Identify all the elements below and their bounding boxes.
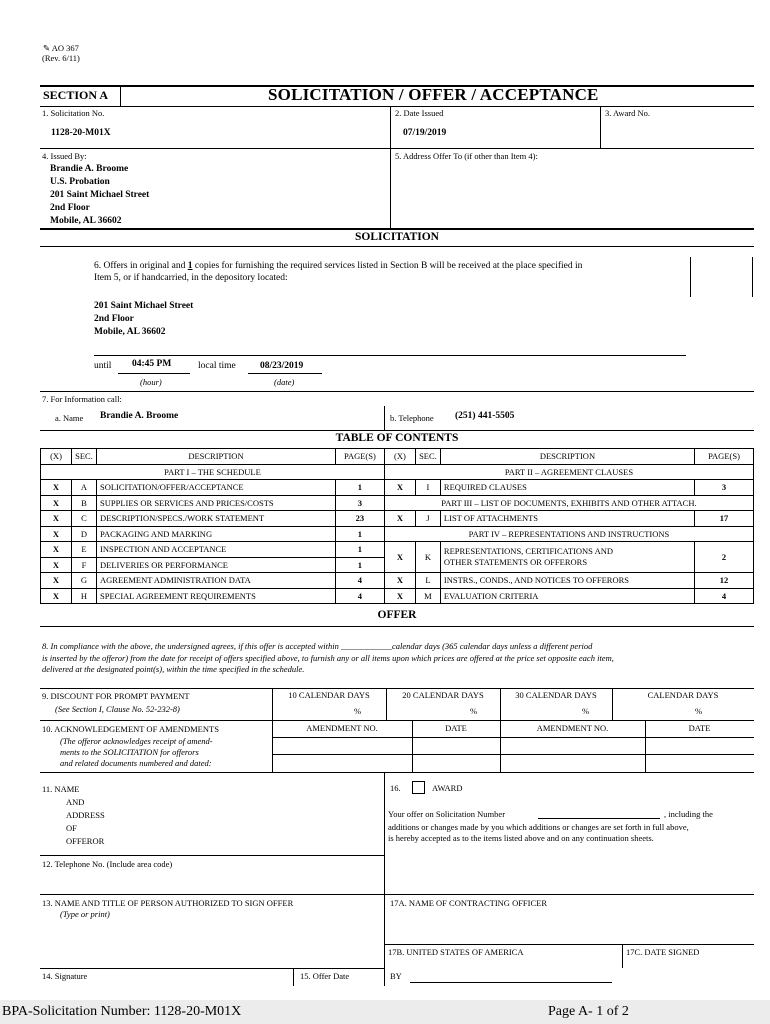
table-cell: D <box>72 526 97 542</box>
date-issued-value: 07/19/2019 <box>403 128 447 138</box>
pct-10: % <box>354 706 362 716</box>
table-cell: X <box>384 480 415 496</box>
toc-col-desc: DESCRIPTION <box>97 449 336 465</box>
discount-sub: (See Section I, Clause No. 52-232-8) <box>55 704 180 714</box>
table-cell: 12 <box>695 573 754 589</box>
pct-30: % <box>582 706 590 716</box>
table-cell: PACKAGING AND MARKING <box>97 526 336 542</box>
table-cell: 4 <box>335 573 384 589</box>
table-row <box>41 464 754 480</box>
amendment-no-col-1: AMENDMENT NO. <box>306 723 378 733</box>
table-cell: 1 <box>335 526 384 542</box>
offeror-phone-label: 12. Telephone No. (Include area code) <box>42 859 173 869</box>
local-time-label: local time <box>198 361 236 371</box>
table-cell: X <box>41 480 72 496</box>
section-label: SECTION A <box>43 88 109 102</box>
award-text-line1b: , including the <box>664 809 713 819</box>
date-signed-label: 17C. DATE SIGNED <box>626 947 700 957</box>
table-cell: X <box>41 588 72 604</box>
hour-caption: (hour) <box>140 377 162 387</box>
toc-col-sec: SEC. <box>72 449 97 465</box>
award-text-line2: additions or changes made by you which additions or changes are set forth in full above, <box>388 822 689 832</box>
amendment-date-col-1: DATE <box>445 723 467 733</box>
table-cell: K <box>415 542 440 573</box>
award-label: AWARD <box>432 783 463 793</box>
table-row <box>41 511 754 527</box>
toc-heading: TABLE OF CONTENTS <box>335 432 459 444</box>
contact-name: Brandie A. Broome <box>100 411 179 421</box>
table-cell: DELIVERIES OR PERFORMANCE <box>97 557 336 573</box>
pct-20: % <box>470 706 478 716</box>
table-cell: X <box>41 542 72 558</box>
table-of-contents <box>40 448 754 604</box>
table-cell: DESCRIPTION/SPECS./WORK STATEMENT <box>97 511 336 527</box>
table-cell: EVALUATION CRITERIA <box>440 588 694 604</box>
table-cell: X <box>41 573 72 589</box>
table-cell: X <box>384 542 415 573</box>
contact-name-label: a. Name <box>55 413 84 423</box>
table-cell: E <box>72 542 97 558</box>
offeror-name-address-label: 11. NAME AND ADDRESS OF OFFEROR <box>42 784 105 846</box>
award-checkbox[interactable] <box>412 781 425 794</box>
toc-part-heading: PART I – THE SCHEDULE <box>41 464 385 480</box>
table-cell: I <box>415 480 440 496</box>
table-cell: A <box>72 480 97 496</box>
table-row <box>41 526 754 542</box>
table-cell: X <box>384 588 415 604</box>
table-cell: 1 <box>335 557 384 573</box>
table-cell: 3 <box>335 495 384 511</box>
toc-col-x: (X) <box>41 449 72 465</box>
form-revision: (Rev. 6/11) <box>42 53 80 63</box>
contact-phone: (251) 441-5505 <box>455 411 515 421</box>
footer-page-number: Page A- 1 of 2 <box>548 1004 629 1019</box>
issued-by-label: 4. Issued By: <box>42 151 87 161</box>
by-label: BY <box>390 971 402 981</box>
table-cell: X <box>41 495 72 511</box>
table-row <box>41 480 754 496</box>
award-text-line3: is hereby accepted as to the items listed above and on any continuation sheets. <box>388 833 654 843</box>
amendment-date-col-2: DATE <box>688 723 711 733</box>
toc-col-desc: DESCRIPTION <box>440 449 694 465</box>
table-cell: G <box>72 573 97 589</box>
until-label: until <box>94 361 112 371</box>
amendments-label: 10. ACKNOWLEDGEMENT OF AMENDMENTS <box>42 724 219 734</box>
contracting-officer-label: 17A. NAME OF CONTRACTING OFFICER <box>390 898 548 908</box>
table-cell: B <box>72 495 97 511</box>
table-cell: F <box>72 557 97 573</box>
toc-part-heading: PART III – LIST OF DOCUMENTS, EXHIBITS AND OTHER ATTACH. <box>384 495 753 511</box>
authorized-signer-sub: (Type or print) <box>60 909 110 919</box>
pct-other: % <box>695 706 703 716</box>
table-cell: INSTRS., CONDS., AND NOTICES TO OFFERORS <box>440 573 694 589</box>
table-cell: SOLICITATION/OFFER/ACCEPTANCE <box>97 480 336 496</box>
table-cell: X <box>41 526 72 542</box>
due-date: 08/23/2019 <box>260 361 304 371</box>
toc-col-sec: SEC. <box>415 449 440 465</box>
table-cell: 3 <box>695 480 754 496</box>
table-cell: H <box>72 588 97 604</box>
table-cell: 4 <box>335 588 384 604</box>
table-cell: J <box>415 511 440 527</box>
table-cell: INSPECTION AND ACCEPTANCE <box>97 542 336 558</box>
due-hour: 04:45 PM <box>132 359 172 369</box>
item8-text: 8. In compliance with the above, the undersigned agrees, if this offer is accepted within ____________calendar days (365 calendar days unless a different period is inserted by the offeror) from the date for receipt of offers specified above, to furnish any or all items upon which prices are offered at the price set opposite each item, delivered at the designated point(s), within the time specified in the schedule. <box>42 641 614 674</box>
form-id: ✎ AO 367 <box>43 43 79 53</box>
table-cell: 4 <box>695 588 754 604</box>
table-cell: 23 <box>335 511 384 527</box>
solicitation-heading: SOLICITATION <box>355 231 439 243</box>
toc-part-heading: PART IV – REPRESENTATIONS AND INSTRUCTIONS <box>384 526 753 542</box>
award-text-line1: Your offer on Solicitation Number <box>388 809 506 819</box>
contact-phone-label: b. Telephone <box>390 413 434 423</box>
toc-col-pages: PAGE(S) <box>335 449 384 465</box>
disc-20-days: 20 CALENDAR DAYS <box>402 690 484 700</box>
table-row <box>41 573 754 589</box>
table-cell: REPRESENTATIONS, CERTIFICATIONS AND OTHER STATEMENTS OR OFFERORS <box>440 542 694 573</box>
depository-address: 201 Saint Michael Street 2nd Floor Mobile, AL 36602 <box>94 301 194 337</box>
address-offer-to-label: 5. Address Offer To (if other than Item 4): <box>395 151 538 161</box>
toc-col-pages: PAGE(S) <box>695 449 754 465</box>
item6-text-line2: Item 5, or if handcarried, in the depository located: <box>94 273 288 283</box>
table-cell: X <box>41 557 72 573</box>
page-footer <box>0 1000 770 1024</box>
disc-10-days: 10 CALENDAR DAYS <box>288 690 370 700</box>
table-row <box>41 542 754 558</box>
pencil-icon: ✎ <box>43 43 51 53</box>
table-cell: X <box>41 511 72 527</box>
amendment-no-col-2: AMENDMENT NO. <box>536 723 609 733</box>
table-cell: 1 <box>335 480 384 496</box>
table-cell: SPECIAL AGREEMENT REQUIREMENTS <box>97 588 336 604</box>
usa-label: 17B. UNITED STATES OF AMERICA <box>388 947 524 957</box>
award-item-number: 16. <box>390 783 401 793</box>
disc-30-days: 30 CALENDAR DAYS <box>515 690 597 700</box>
signature-label: 14. Signature <box>42 971 88 981</box>
table-cell: REQUIRED CLAUSES <box>440 480 694 496</box>
item6-text-line1: 6. Offers in original and 1 copies for furnishing the required services listed in Section B will be received at the place specified in <box>94 261 583 271</box>
toc-header-row <box>41 449 754 465</box>
toc-col-x: (X) <box>384 449 415 465</box>
table-cell: C <box>72 511 97 527</box>
footer-solicitation-number: BPA-Solicitation Number: 1128-20-M01X <box>2 1004 242 1019</box>
disc-other-days: CALENDAR DAYS <box>647 690 719 700</box>
toc-part-heading: PART II – AGREEMENT CLAUSES <box>384 464 753 480</box>
issued-by-address: Brandie A. Broome U.S. Probation 201 Saint Michael Street 2nd Floor Mobile, AL 36602 <box>50 164 150 226</box>
table-row <box>41 495 754 511</box>
amendments-sub: (The offeror acknowledges receipt of amend- ments to the SOLICITATION for offerors and related documents numbered and dated: <box>60 736 213 768</box>
award-no-label: 3. Award No. <box>605 108 651 118</box>
table-cell: 17 <box>695 511 754 527</box>
table-cell: SUPPLIES OR SERVICES AND PRICES/COSTS <box>97 495 336 511</box>
table-cell: L <box>415 573 440 589</box>
table-cell: X <box>384 573 415 589</box>
discount-label: 9. DISCOUNT FOR PROMPT PAYMENT <box>42 691 190 701</box>
table-cell: X <box>384 511 415 527</box>
table-cell: AGREEMENT ADMINISTRATION DATA <box>97 573 336 589</box>
date-issued-label: 2. Date Issued <box>395 108 444 118</box>
table-cell: M <box>415 588 440 604</box>
form-title: SOLICITATION / OFFER / ACCEPTANCE <box>268 85 599 104</box>
table-cell: LIST OF ATTACHMENTS <box>440 511 694 527</box>
offer-date-label: 15. Offer Date <box>300 971 350 981</box>
table-cell: 2 <box>695 542 754 573</box>
info-call-label: 7. For Information call: <box>42 394 122 404</box>
solicitation-no-label: 1. Solicitation No. <box>42 108 105 118</box>
date-caption: (date) <box>274 377 295 387</box>
solicitation-no-value: 1128-20-M01X <box>51 128 111 138</box>
table-cell: 1 <box>335 542 384 558</box>
offer-heading: OFFER <box>377 609 417 621</box>
authorized-signer-label: 13. NAME AND TITLE OF PERSON AUTHORIZED TO SIGN OFFER <box>42 898 294 908</box>
table-row <box>41 588 754 604</box>
